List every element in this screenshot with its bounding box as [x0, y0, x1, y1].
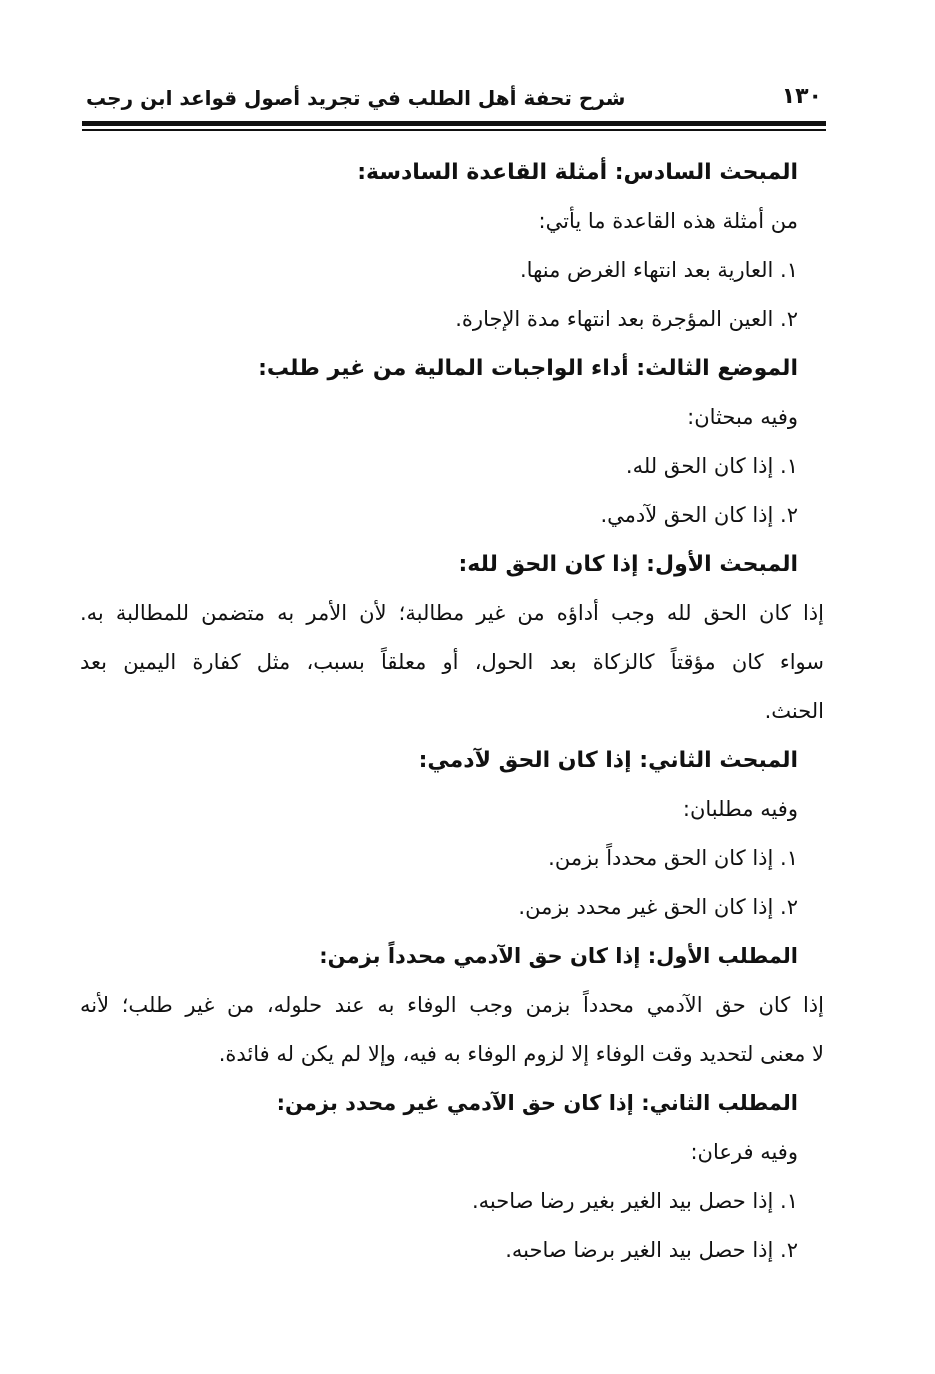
paragraph-intro-examples: من أمثلة هذه القاعدة ما يأتي:: [538, 209, 798, 233]
heading-sixth-section: المبحث السادس: أمثلة القاعدة السادسة:: [357, 160, 798, 185]
list-item: ٢. إذا كان الحق لآدمي.: [600, 503, 798, 527]
list-item: ١. العارية بعد انتهاء الغرض منها.: [520, 258, 798, 282]
list-item: ١. إذا كان الحق محدداً بزمن.: [548, 846, 798, 870]
list-item: ٢. إذا كان الحق غير محدد بزمن.: [518, 895, 798, 919]
paragraph-line: لا معنى لتحديد وقت الوفاء إلا لزوم الوفاء به فيه، وإلا لم يكن له فائدة.: [218, 1042, 824, 1066]
list-item: ٢. إذا حصل بيد الغير برضا صاحبه.: [505, 1238, 798, 1262]
heading-first-topic: المطلب الأول: إذا كان حق الآدمي محدداً بزمن:: [319, 944, 798, 968]
page-header: [86, 78, 822, 118]
heading-second-topic: المطلب الثاني: إذا كان حق الآدمي غير محدد بزمن:: [276, 1091, 798, 1115]
list-item: ١. إذا حصل بيد الغير بغير رضا صاحبه.: [471, 1189, 798, 1213]
page-body: [80, 148, 824, 1275]
header-rule-thin: [82, 129, 826, 131]
paragraph-two-topics: وفيه مطلبان:: [682, 797, 798, 821]
paragraph-line: إذا كان الحق لله وجب أداؤه من غير مطالبة؛ لأن الأمر به متضمن للمطالبة به.: [80, 601, 824, 625]
paragraph-line: سواء كان مؤقتاً كالزكاة بعد الحول، أو معلقاً بسبب، مثل كفارة اليمين بعد: [80, 650, 824, 674]
paragraph-two-sections: وفيه مبحثان:: [687, 405, 798, 429]
heading-third-position: الموضع الثالث: أداء الواجبات المالية من غير طلب:: [258, 356, 798, 381]
page-number: ١٣٠: [781, 84, 822, 109]
running-title: شرح تحفة أهل الطلب في تجريد أصول قواعد ابن رجب: [86, 86, 626, 110]
heading-second-section: المبحث الثاني: إذا كان الحق لآدمي:: [418, 748, 798, 773]
paragraph-two-branches: وفيه فرعان:: [690, 1140, 798, 1164]
paragraph-line: إذا كان حق الآدمي محدداً بزمن وجب الوفاء به عند حلوله، من غير طلب؛ لأنه: [80, 993, 824, 1017]
heading-first-section: المبحث الأول: إذا كان الحق لله:: [458, 552, 798, 577]
paragraph-line: الحنث.: [764, 699, 824, 723]
list-item: ٢. العين المؤجرة بعد انتهاء مدة الإجارة.: [455, 307, 798, 331]
list-item: ١. إذا كان الحق لله.: [625, 454, 798, 478]
header-rule-thick: [82, 121, 826, 126]
